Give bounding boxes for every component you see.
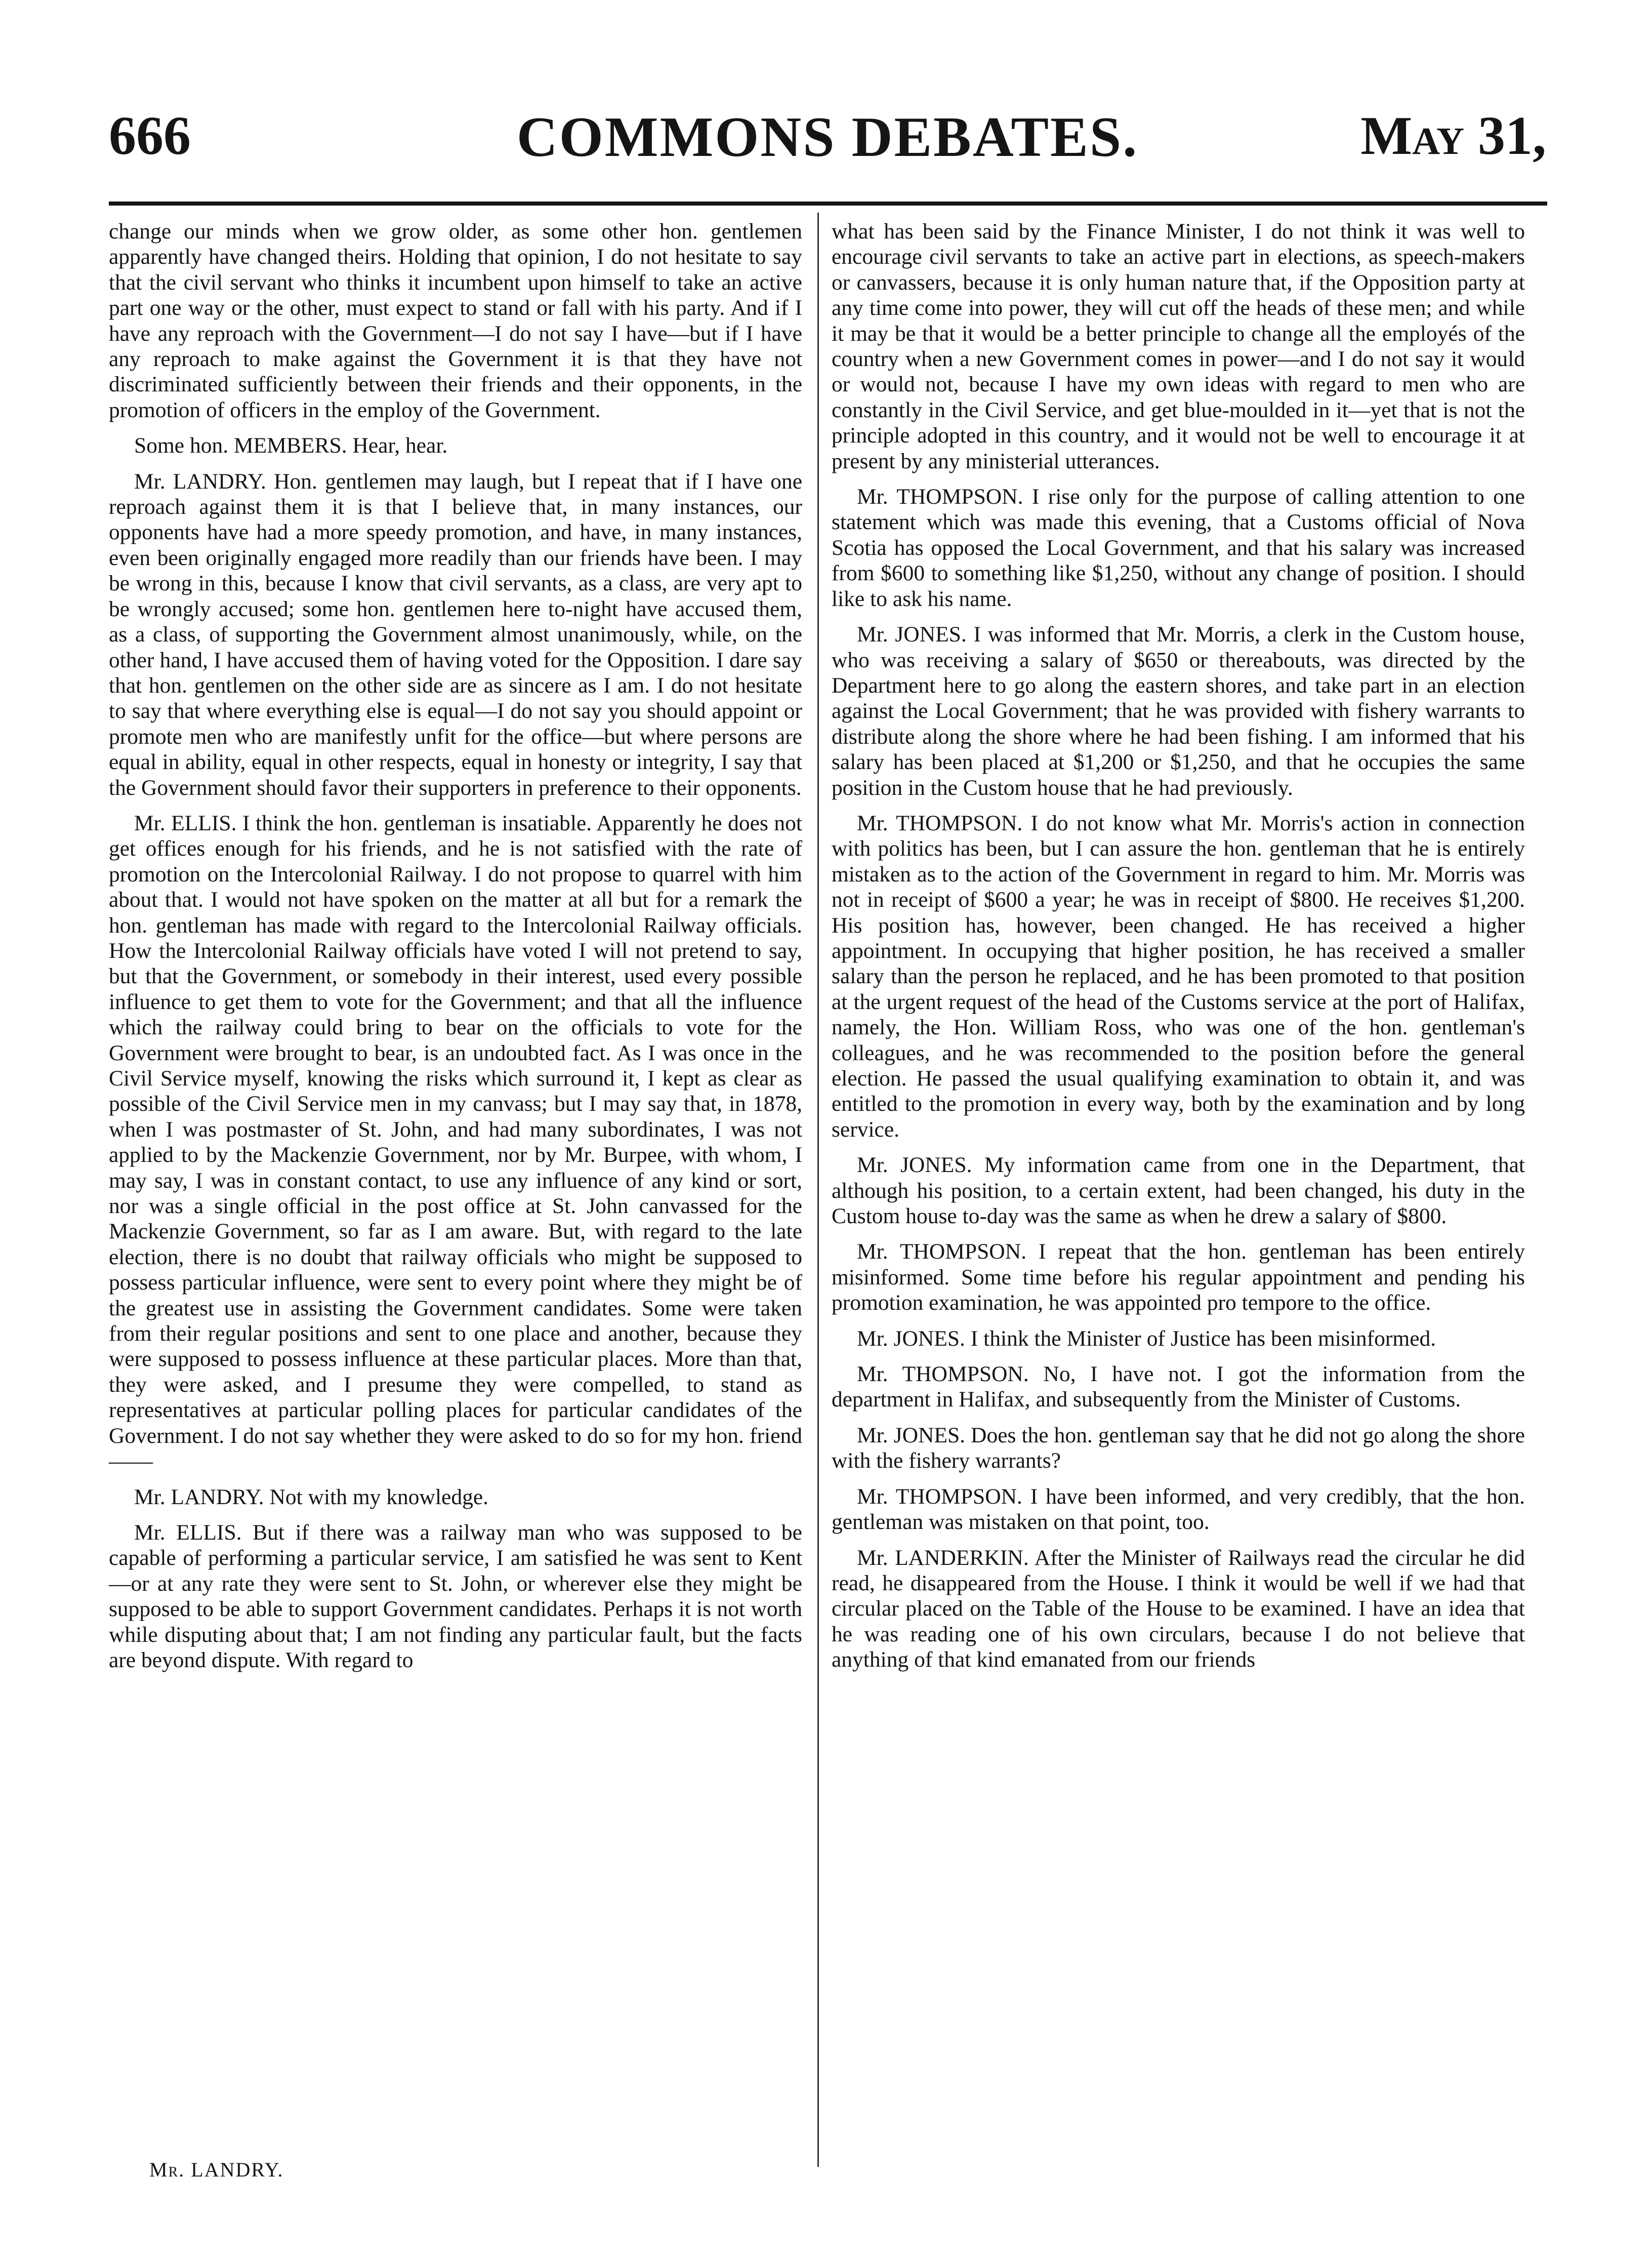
paragraph: Mr. LANDRY. Hon. gentlemen may laugh, but I repeat that if I have one reproach against them it is that I believe that, in many instances, our opponents have had a more speedy promotion, and have, in many instances, even been originally engaged more readily than our friends have been. I may be wrong in this, because I know that civil servants, as a class, are very apt to be wrongly accused; some hon. gentlemen here to-night have accused them, as a class, of supporting the Government almost unanimously, while, on the other hand, I have accused them of having voted for the Opposition. I dare say that hon. gentlemen on the other side are as sincere as I am. I do not hesitate to say that where everything else is equal—I do not say you should appoint or promote men who are manifestly unfit for the office—but where persons are equal in ability, equal in other respects, equal in honesty or integrity, I say that the Government should favor their supporters in preference to their opponents. [109, 469, 802, 800]
paragraph: Mr. JONES. My information came from one in the Department, that although his position, to a certain extent, had been changed, his duty in the Custom house to-day was the same as when he drew a salary of $800. [832, 1153, 1525, 1229]
paragraph: Mr. LANDERKIN. After the Minister of Railways read the circular he did read, he disappeared from the House. I think it would be well if we had that circular placed on the Table of the House to be examined. I have an idea that he was reading one of his own circulars, because I do not believe that anything of that kind emanated from our friends [832, 1545, 1525, 1672]
paragraph: change our minds when we grow older, as some other hon. gentlemen apparently have changed theirs. Holding that opinion, I do not hesitate to say that the civil servant who thinks it incumbent upon himself to take an active part one way or the other, must expect to stand or fall with his party. And if I have any reproach with the Government—I do not say I have—but if I have any reproach to make against the Government it is that they have not discriminated sufficiently between their friends and their opponents, in the promotion of officers in the employ of the Government. [109, 219, 802, 422]
left-column [109, 219, 802, 1683]
page-date: May 31, [1360, 106, 1546, 166]
paragraph: Mr. ELLIS. I think the hon. gentleman is insatiable. Apparently he does not get offices enough for his friends, and he is not satisfied with the rate of promotion on the Intercolonial Railway. I do not propose to quarrel with him about that. I would not have spoken on the matter at all but for a remark the hon. gentleman has made with regard to the Intercolonial Railway officials. How the Intercolonial Railway officials have voted I will not pretend to say, but that the Government, or somebody in their interest, used every possible influence to get them to vote for the Government; and that all the influence which the railway could bring to bear on the officials to vote for the Government were brought to bear, is an undoubted fact. As I was once in the Civil Service myself, knowing the risks which surround it, I kept as clear as possible of the Civil Service men in my canvass; but I may say that, in 1878, when I was postmaster of St. John, and had many subordinates, I was not applied to by the Mackenzie Government, nor by Mr. Burpee, with whom, I may say, I was in constant contact, to use any influence of any kind or sort, nor was a single official in the post office at St. John canvassed for the Mackenzie Government, so far as I am aware. But, with regard to the late election, there is no doubt that railway officials who might be supposed to possess particular influence, were sent to every point where they might be of the greatest use in assisting the Government candidates. Some were taken from their regular positions and sent to one place and another, because they were supposed to possess influence at these particular places. More than that, they were asked, and I presume they were compelled, to stand as representatives at particular polling places for particular candidates of the Government. I do not say whether they were asked to do so for my hon. friend—— [109, 811, 802, 1474]
paragraph: Mr. THOMPSON. I have been informed, and very credibly, that the hon. gentleman was mistaken on that point, too. [832, 1484, 1525, 1535]
paragraph: Mr. ELLIS. But if there was a railway man who was supposed to be capable of performing a particular service, I am satisfied he was sent to Kent—or at any rate they were sent to St. John, or wherever else they might be supposed to be able to support Government candidates. Perhaps it is not worth while disputing about that; I am not finding any particular fault, but the facts are beyond dispute. With regard to [109, 1520, 802, 1672]
paragraph: Mr. THOMPSON. No, I have not. I got the information from the department in Halifax, and subsequently from the Minister of Customs. [832, 1362, 1525, 1412]
paragraph: Mr. THOMPSON. I do not know what Mr. Morris's action in connection with politics has been, but I can assure the hon. gentleman that he is entirely mistaken as to the action of the Government in regard to him. Mr. Morris was not in receipt of $600 a year; he was in receipt of $800. He receives $1,200. His position has, however, been changed. He has received a higher appointment. In occupying that higher position, he has received a smaller salary than the person he replaced, and he has been promoted to that position at the urgent request of the head of the Customs service at the port of Halifax, namely, the Hon. William Ross, who was one of the hon. gentleman's colleagues, and he was recommended to the position before the general election. He passed the usual qualifying examination to obtain it, and was entitled to the promotion in every way, both by the examination and by long service. [832, 811, 1525, 1142]
page-title: COMMONS DEBATES. [516, 106, 1139, 169]
paragraph: Mr. THOMPSON. I rise only for the purpose of calling attention to one statement which was made this evening, that a Customs official of Nova Scotia has opposed the Local Government, and that his salary was increased from $600 to something like $1,250, without any change of position. I should like to ask his name. [832, 485, 1525, 611]
paragraph: Mr. JONES. I was informed that Mr. Morris, a clerk in the Custom house, who was receiving a salary of $650 or thereabouts, was directed by the Department here to go along the eastern shores, and take part in an election against the Local Government; that he was provided with fishery warrants to distribute along the shore where he had been fishing. I am informed that his salary has been placed at $1,200 or $1,250, and that he occupies the same position in the Custom house that he had previously. [832, 622, 1525, 800]
page-header [109, 106, 1546, 195]
paragraph: Some hon. MEMBERS. Hear, hear. [134, 433, 448, 458]
page-number: 666 [109, 106, 191, 166]
paragraph: Mr. LANDRY. Not with my knowledge. [134, 1484, 489, 1509]
column-divider [817, 213, 819, 2167]
paragraph: what has been said by the Finance Minister, I do not think it was well to encourage civil servants to take an active part in elections, as speech-makers or canvassers, because it is only human nature that, if the Opposition party at any time come into power, they will cut off the heads of these men; and while it may be that it would be a better principle to change all the employés of the country when a new Government comes in power—and I do not say it would or would not, because I have my own ideas with regard to men who are constantly in the Civil Service, and get blue-moulded in it—yet that is not the principle adopted in this country, and it would not be well to encourage it at present by any ministerial utterances. [832, 219, 1525, 473]
header-rule [109, 201, 1547, 206]
paragraph: Mr. JONES. Does the hon. gentleman say that he did not go along the shore with the fishery warrants? [832, 1423, 1525, 1473]
paragraph: Mr. JONES. I think the Minister of Justice has been misinformed. [857, 1326, 1436, 1351]
right-column [832, 219, 1525, 1683]
paragraph: Mr. THOMPSON. I repeat that the hon. gentleman has been entirely misinformed. Some time before his regular appointment and pending his promotion examination, he was appointed pro tempore to the office. [832, 1239, 1525, 1315]
running-footer-name: Mr. LANDRY. [149, 2158, 284, 2181]
